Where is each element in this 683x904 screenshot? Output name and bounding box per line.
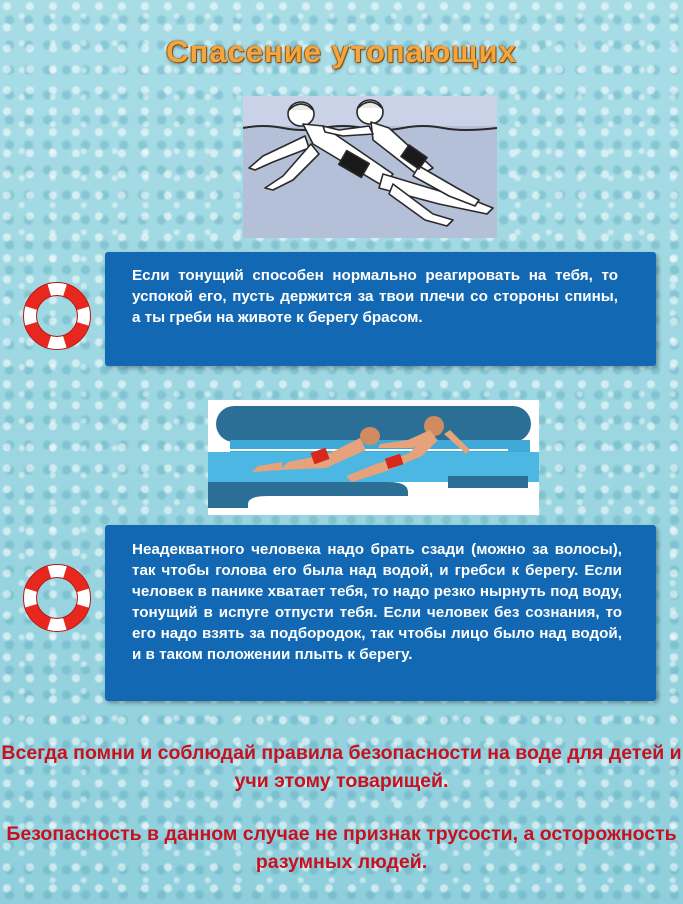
safety-reminder: Всегда помни и соблюдай правила безопасности на воде для детей и учи этому товарищей. — [1, 742, 682, 792]
lifebuoy-icon — [22, 563, 92, 633]
swimmers-shoulder-hold-illustration — [243, 96, 497, 238]
page-title: Спасение утопающих — [166, 34, 517, 69]
lifebuoy-icon — [22, 281, 92, 351]
safety-motto: Безопасность в данном случае не признак трусости, а осторожность разумных людей. — [6, 823, 677, 873]
info-text: Неадекватного человека надо брать сзади (можно за волосы), так чтобы голова его была над водой, и гребси к берегу. Если человек в панике хватает тебя, то надо резко нырнуть под воду, тонущий в испуге отпусти тебя. Если человек без сознания, то его надо взять за подбородок, так чтобы лицо было над водой, и в таком положении плыть к берегу. — [132, 541, 622, 663]
info-text: Если тонущий способен нормально реагировать на тебя, то успокой его, пусть держится за твои плечи со стороны спины, а ты греби на животе к берегу брасом. — [132, 267, 618, 326]
rescuer-towing-illustration — [208, 400, 539, 515]
info-panel-panicking-victim — [105, 525, 656, 701]
info-panel-conscious-victim — [105, 252, 656, 366]
